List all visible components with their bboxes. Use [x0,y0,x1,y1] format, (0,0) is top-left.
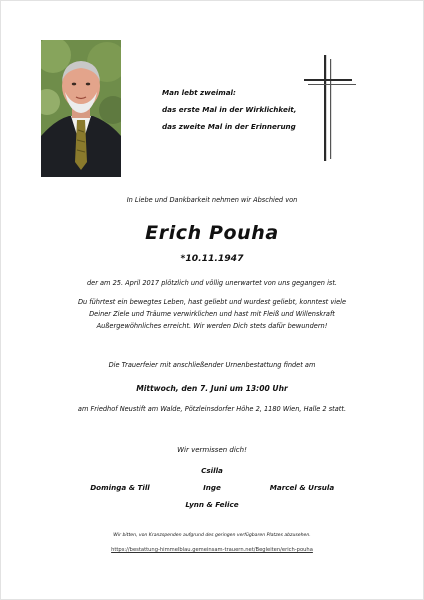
funeral-location: am Friedhof Neustift am Walde, Pötzleinsdorfer Höhe 2, 1180 Wien, Halle 2 statt. [77,405,347,413]
miss-you-text: Wir vermissen dich! [177,446,247,454]
funeral-date: Mittwoch, den 7. Juni um 13:00 Uhr [136,384,288,393]
mourner-csilla: Csilla [201,466,223,475]
mourner-lynn-felice: Lynn & Felice [185,500,239,509]
mourner-inge: Inge [203,483,221,492]
quote-line-3: das zweite Mal in der Erinnerung [162,122,296,131]
portrait-photo [41,40,121,177]
death-notice-text: der am 25. April 2017 plötzlich und völlig unerwartet von uns gegangen ist. [86,279,338,287]
quote-line-2: das erste Mal in der Wirklichkeit, [162,105,297,114]
wreath-donation-note: Wir bitten, von Kranzspenden aufgrund des geringen verfügbaren Platzes abzusehen. [113,533,311,538]
deceased-name: Erich Pouha [145,222,279,244]
birth-date: *10.11.1947 [180,253,244,264]
cross-icon [304,55,356,161]
mourner-marcel-ursula: Marcel & Ursula [269,483,335,492]
tribute-line-1: Du führtest ein bewegtes Leben, hast geliebt und wurdest geliebt, konntest viele [77,298,347,306]
tribute-line-2: Deiner Ziele und Träume verwirklichen und hast mit Fleiß und Willenskraft [89,310,335,318]
condolence-link[interactable]: https://bestattung-himmelblau.gemeinsam-trauern.net/Begleiten/erich-pouha [111,547,313,553]
quote-line-1: Man lebt zweimal: [162,88,236,97]
intro-text: In Liebe und Dankbarkeit nehmen wir Abschied von [126,196,298,204]
tribute-line-3: Außergewöhnliches erreicht. Wir werden Dich stets dafür bewundern! [96,322,328,330]
mourner-dominga-till: Dominga & Till [90,483,150,492]
funeral-announcement: Die Trauerfeier mit anschließender Urnenbestattung findet am [108,361,316,369]
